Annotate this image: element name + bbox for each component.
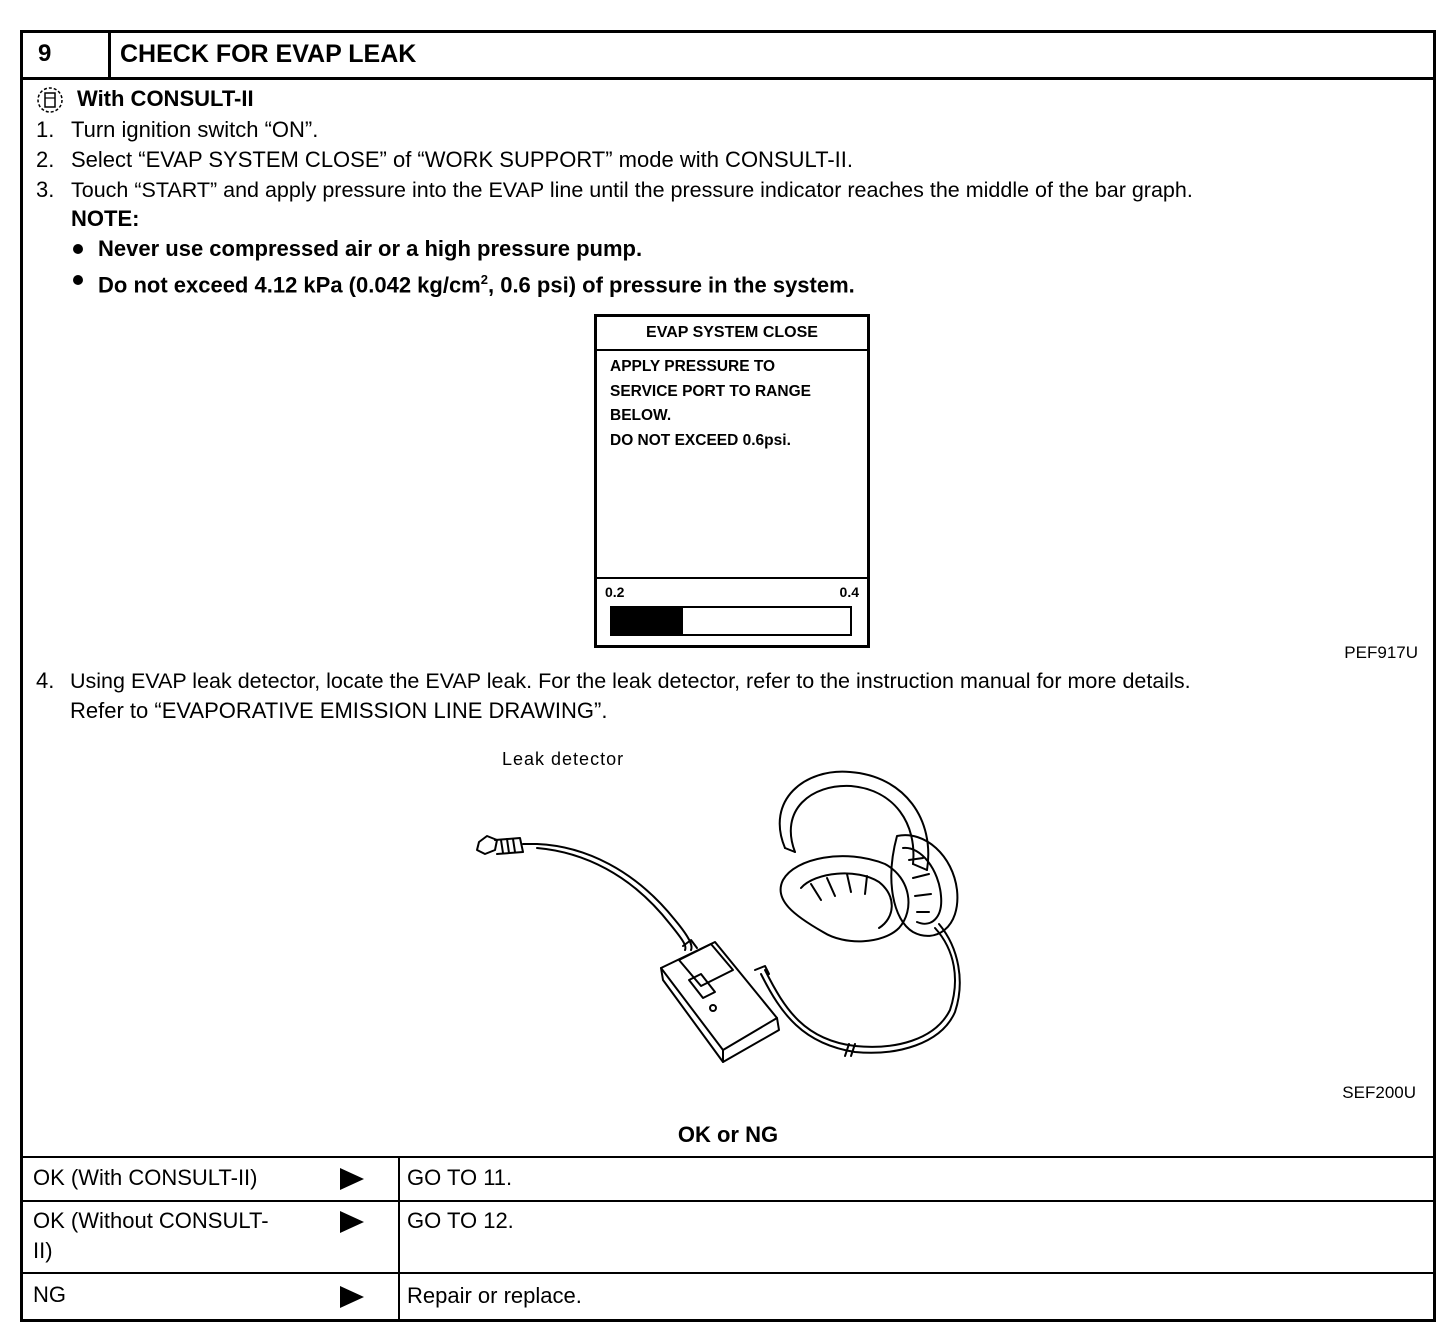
consult-screen — [594, 314, 870, 648]
step-3-text: Touch “START” and apply pressure into the EVAP line until the pressure indicator reaches the middle of the bar graph. — [71, 178, 1193, 202]
step-1-number: 1. — [36, 117, 55, 142]
screen-line: DO NOT EXCEED 0.6psi. — [610, 432, 791, 449]
note-bullet-2: Do not exceed 4.12 kPa (0.042 $kg/cm^2$, 0.6 psi) of pressure in the system. — [98, 272, 855, 298]
step-4-text: Using EVAP leak detector, locate the EVAP leak. For the leak detector, refer to the instruction manual for more details. — [70, 669, 1191, 693]
result-condition-ok-no-consult-cont: II) — [33, 1238, 53, 1263]
step-number: 9 — [20, 30, 111, 78]
leak-detector-illustration — [465, 760, 985, 1070]
result-action-ok-consult: GO TO 11. — [407, 1165, 513, 1190]
result-action-ng: Repair or replace. — [407, 1283, 582, 1308]
result-condition-ok-no-consult: OK (Without CONSULT- — [33, 1208, 269, 1233]
step-4-number: 4. — [36, 668, 55, 693]
step-3-number: 3. — [36, 177, 55, 202]
screen-title: EVAP SYSTEM CLOSE — [597, 317, 867, 351]
header-divider — [20, 77, 1436, 80]
result-action-ok-no-consult: GO TO 12. — [407, 1208, 514, 1233]
figure-code-2: SEF200U — [1342, 1083, 1416, 1102]
table-divider — [20, 1156, 1436, 1158]
table-column-divider — [398, 1156, 400, 1320]
step-title: CHECK FOR EVAP LEAK — [120, 40, 417, 68]
table-divider — [20, 1200, 1436, 1202]
note-label: NOTE: — [71, 206, 140, 231]
result-condition-ng: NG — [33, 1282, 66, 1307]
pressure-bar-graph — [610, 606, 852, 636]
result-condition-ok-consult: OK (With CONSULT-II) — [33, 1165, 258, 1190]
step-1-text: Turn ignition switch “ON”. — [71, 117, 319, 142]
step-2-number: 2. — [36, 147, 55, 172]
step-2-text: Select “EVAP SYSTEM CLOSE” of “WORK SUPPORT” mode with CONSULT-II. — [71, 147, 853, 172]
consult-tool-icon — [36, 86, 66, 114]
scale-min-label: 0.2 — [605, 584, 625, 600]
right-arrow-icon — [340, 1211, 364, 1233]
pressure-bar-fill — [612, 608, 683, 634]
result-heading: OK or NG — [677, 1122, 779, 1147]
bullet-icon — [73, 275, 83, 285]
step-4-reference: Refer to “EVAPORATIVE EMISSION LINE DRAWING”. — [70, 698, 608, 723]
right-arrow-icon — [340, 1286, 364, 1308]
table-divider — [20, 1272, 1436, 1274]
scale-max-label: 0.4 — [839, 584, 859, 600]
consult-heading: With CONSULT-II — [77, 86, 254, 111]
note-bullet-1: Never use compressed air or a high pressure pump. — [98, 236, 643, 261]
figure-code-1: PEF917U — [1344, 643, 1418, 662]
screen-line: SERVICE PORT TO RANGE — [610, 383, 811, 400]
figure-label: Leak detector — [502, 749, 625, 769]
screen-divider — [597, 577, 867, 579]
screen-line: APPLY PRESSURE TO — [610, 358, 776, 375]
screen-line: BELOW. — [610, 407, 672, 424]
right-arrow-icon — [340, 1168, 364, 1190]
bullet-icon — [73, 244, 83, 254]
